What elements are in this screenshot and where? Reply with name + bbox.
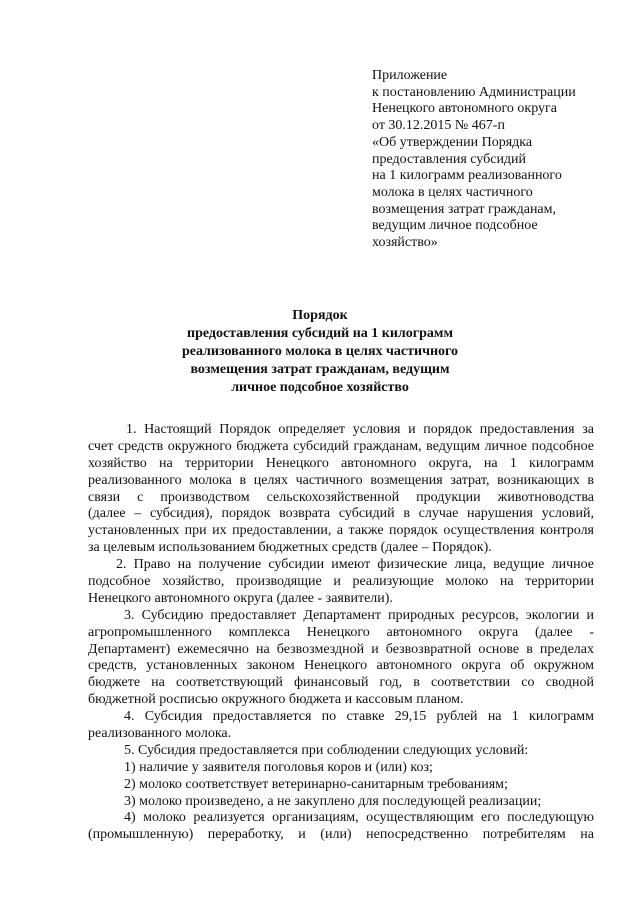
body-line: Департамент) ежемесячно на безвозмездной и безвозвратной основе в пределах — [88, 641, 594, 657]
body-line: (далее – субсидия), порядок возврата субсидий в случае нарушения условий, — [88, 506, 594, 522]
title-line: личное подсобное хозяйство — [231, 380, 409, 395]
document-title — [100, 307, 540, 397]
body-line: хозяйство на территории Ненецкого автономного округа, на 1 килограмм — [88, 455, 594, 471]
body-line: реализованного молока. — [88, 726, 232, 742]
body-line: 1) наличие у заявителя поголовья коров и (или) коз; — [124, 759, 433, 775]
appendix-note — [372, 68, 632, 252]
body-line: связи с производством сельскохозяйственной продукции животноводства — [88, 489, 594, 505]
appendix-line: «Об утверждении Порядка — [372, 134, 533, 150]
body-line: 2) молоко соответствует ветеринарно-санитарным требованиям; — [124, 776, 508, 792]
appendix-line: Приложение — [372, 68, 448, 83]
title-line: Порядок — [292, 308, 348, 323]
title-line: возмещения затрат гражданам, ведущим — [190, 362, 450, 377]
body-line: 2. Право на получение субсидии имеют физические лица, ведущие личное — [116, 557, 594, 573]
body-line: установленных при их предоставлении, а также порядок осуществления контроля — [88, 523, 594, 539]
body-line: подсобное хозяйство, производящие и реализующие молоко на территории — [88, 574, 594, 590]
title-line: предоставления субсидий на 1 килограмм — [187, 326, 453, 341]
body-line: бюджетной росписью окружного бюджета и кассовым планом. — [88, 692, 464, 708]
body-line: 3. Субсидию предоставляет Департамент природных ресурсов, экологии и — [124, 607, 594, 623]
appendix-line: на 1 килограмм реализованного — [372, 168, 562, 184]
appendix-line: Ненецкого автономного округа — [372, 101, 557, 117]
document-body — [88, 422, 594, 844]
title-line: реализованного молока в целях частичного — [181, 344, 459, 359]
body-line: счет средств окружного бюджета субсидий гражданам, ведущим личное подсобное — [88, 438, 594, 454]
appendix-line: возмещения затрат гражданам, — [372, 201, 557, 217]
body-line: бюджете на соответствующий финансовый год, в соответствии со сводной — [88, 675, 594, 691]
appendix-line: молока в целях частичного — [372, 184, 533, 200]
appendix-line: к постановлению Администрации — [372, 84, 576, 100]
appendix-line: хозяйство» — [372, 235, 438, 251]
body-line: средств, установленных законом Ненецкого автономного округа об окружном — [88, 658, 594, 674]
body-line: 1. Настоящий Порядок определяет условия и порядок предоставления за — [126, 422, 594, 437]
body-line: 5. Субсидия предоставляется при соблюдении следующих условий: — [124, 742, 529, 758]
appendix-line: ведущим личное подсобное — [372, 218, 538, 234]
body-line: 4) молоко реализуется организациям, осуществляющим его последующую — [124, 810, 594, 826]
body-line: за целевым использованием бюджетных средств (далее – Порядок). — [88, 540, 492, 556]
body-line: 3) молоко произведено, а не закуплено для последующей реализации; — [124, 793, 542, 809]
appendix-line: предоставления субсидий — [372, 151, 527, 167]
body-line: (промышленную) переработку, и (или) непосредственно потребителям на — [88, 827, 594, 843]
body-line: Ненецкого автономного округа (далее - заявители). — [88, 590, 393, 606]
body-line: 4. Субсидия предоставляется по ставке 29,15 рублей на 1 килограмм — [124, 709, 594, 725]
body-line: реализованного молока в целях частичного возмещения затрат, возникающих в — [88, 472, 594, 488]
appendix-line: от 30.12.2015 № 467-п — [372, 118, 505, 134]
body-line: агропромышленного комплекса Ненецкого автономного округа (далее - — [88, 624, 594, 640]
